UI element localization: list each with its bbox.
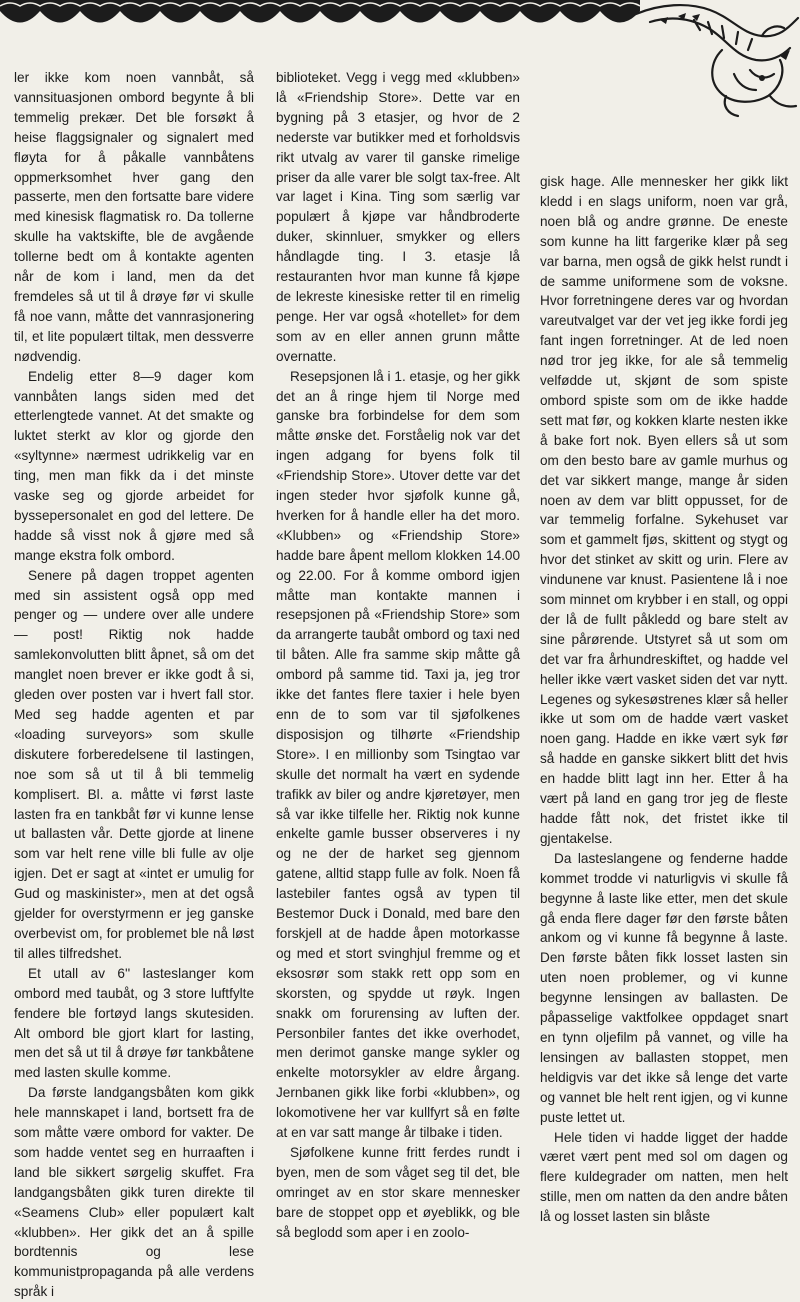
paragraph: Resepsjonen lå i 1. etasje, og her gikk det an å ringe hjem til Norge med ganske bra forbindelse for dem som måtte ønske det. Forståelig nok var det ingen adgang for byens folk til «Friendship Store». Utover dette var det ingen steder hvor sjøfolk kunne gå, hverken for å handle eller ha det moro. «Klubben» og «Friendship Store» hadde bare åpent mellom klokken 14.00 og 22.00. For å komme ombord igjen måtte man kontakte mannen i resepsjonen på «Friendship Store» som da arrangerte taubåt ombord og taxi ned til båten. Alle fra samme skip måtte gå ombord på samme tid. Taxi ja, jeg tror ikke det fantes flere taxier i hele byen enn de to som var til sjøfolkenes disposisjon og tilhørte «Friendship Store». I en millionby som Tsingtao var skulle det normalt ha vært en sydende trafikk av biler og andre kjøretøyer, men så var ikke tilfelle her. Riktig nok kunne enkelte gamle busser observeres i ny og ne der de harket seg gjennom gatene, alltid stapp fulle av folk. Noen få lastebiler fantes også av typen til Bestemor Duck i Donald, med bare den forskjell at de hadde åpen motorkasse og med et stort svinghjul fremme og et eksosrør som stakk rett opp som en skorsten, og spydde ut røyk. Ingen snakk om forurensing av luften der. Personbiler fantes det ikke overhodet, men derimot ganske mange sykler og enkelte motorsykler av eldre årgang. Jernbanen gikk like forbi «klubben», og lokomotivene her var kullfyrt så en følte at en var satt mange år tilbake i tiden. [276,368,520,1141]
paragraph: Et utall av 6'' lasteslanger kom ombord med taubåt, og 3 store luftfylte fendere ble fortøyd langs skutesiden. Alt ombord ble gjort klart for lasting, men det så ut til å drøye før tankbåtene med lasten skulle komme. [14,965,254,1081]
paragraph: Sjøfolkene kunne fritt ferdes rundt i byen, men de som våget seg til det, ble omringet av en stor skare mennesker bare de stoppet opp et øyeblikk, og ble så beglodd som aper i en zoolo- [276,1144,520,1240]
article-column-3 [540,172,788,1227]
paragraph: gisk hage. Alle mennesker her gikk likt kledd i en slags uniform, noen var grå, noen blå og andre grønne. De eneste som kunne ha litt fargerike klær på seg var barna, men også de gikk helst rundt i de samme uniformene som de voksne. Hvor forretningene deres var og hvordan vareutvalget var der vet jeg ikke fordi jeg fant ingen forretninger. At de led noen nød tror jeg ikke, for ale så temmelig velfødde ut, skjønt de som spiste ombord spiste som om de ikke hadde sett mat før, og kokken klarte nesten ikke å bake fort nok. Byen ellers så ut som om den besto bare av gamle murhus og det var sikkert mange, mange år siden noen av dem var blitt oppusset, for de var temmelig forfalne. Sykehuset var som et gammelt fjøs, skittent og stygt og hvor det stinket av skitt og urin. Flere av vindunene var knust. Pasientene lå i noe som minnet om krybber i en stall, og oppi der lå de fullt påkledd og bare stelt av sine pårørende. Utstyret så ut som om det var fra århundreskiftet, og hadde vel heller ikke vært vasket siden det var nytt. Legenes og sykesøstrenes klær så heller ikke ut som om de hadde vært vasket noen gang. Hadde en ikke vært syk før så hadde en ganske sikkert blitt det hvis en hadde blitt lagt inn her. Etter å ha vært på land en gang tror jeg de fleste hadde fått nok, det fristet ikke til gjentakelse. [540,174,788,846]
paragraph: Da lasteslangene og fenderne hadde kommet trodde vi naturligvis vi skulle få begynne å laste like etter, men det skule gå enda flere dager før den første båten ankom og vi kunne få begynne å laste. Den første båten fikk losset lasten sin uten noen problemer, og vi kunne begynne lensingen av ballasten. De påpasselige vaktfolkee oppdaget snart en tynn oljefilm på vannet, og ville ha lensingen av ballasten stoppet, men heldigvis var det ikke så lenge det varte og vannet ble helt rent igjen, og vi kunne puste lettet ut. [540,850,788,1125]
paragraph: Endelig etter 8—9 dager kom vannbåten langs siden med det etterlengtede vannet. At det smakte og luktet sterkt av klor og gjorde den «syltynne» nærmest udrikkelig var en ting, men man fikk da i det minste vaske seg og gjorde arbeidet for byssepersonalet en god del lettere. De hadde så visst nok å gjøre med så mange ekstra folk ombord. [14,368,254,563]
paragraph: Hele tiden vi hadde ligget der hadde været vært pent med sol om dagen og flere kuldegrader om natten, men helt stille, men om natten da den andre båten lå og losset lasten sin blåste [540,1129,788,1225]
article-column-2 [276,68,520,1242]
article-column-1 [14,68,254,1302]
paragraph: Senere på dagen troppet agenten med sin assistent også opp med penger og — undere over alle undere — post! Riktig nok hadde samlekonvolutten blitt åpnet, så om det manglet noen brever er ikke godt å si, gleden over posten var i hvert fall stor. Med seg hadde agenten et par «loading surveyors» som skulle diskutere forberedelsene til lastingen, noe som så ut til å bli temmelig komplisert. Bl. a. måtte vi først laste lasten fra en tankbåt før vi kunne lense ut ballasten vår. Dette gjorde at linene som var helt rene ville bli fulle av olje igjen. Det er sagt at «intet er umulig for Gud og maskinister», men at det også gjelder for overstyrmenn er jeg ganske overbevist om, for problemet ble nå løst til alles tilfredshet. [14,567,254,961]
paragraph: biblioteket. Vegg i vegg med «klubben» lå «Friendship Store». Dette var en bygning på 3 etasjer, og hvor de 2 nederste var butikker med et forholdsvis rikt utvalg av varer til ganske rimelige priser da alle varer ble solgt tax-free. Alt var laget i Kina. Ting som særlig var populært å kjøpe var håndbroderte duker, skinnluer, smykker og ellers håndlagde ting. I 3. etasje lå restauranten hvor man kunne få kjøpe de lekreste kinesiske retter til en rimelig penge. Her var også «hotellet» for dem som av en eller annen grunn måtte overnatte. [276,70,520,364]
paragraph: Da første landgangsbåten kom gikk hele mannskapet i land, bortsett fra de som måtte være ombord for vakter. De som hadde ventet seg en hurraaften i land ble sikkert sørgelig skuffet. Fra landgangsbåten gikk turen direkte til «Seamens Club» eller populært kalt «klubben». Her gikk det an å spille bordtennis og lese kommunistpropaganda på alle verdens språk i [14,1085,254,1300]
wave-border-icon [0,0,640,40]
paragraph: ler ikke kom noen vannbåt, så vannsituasjonen ombord begynte å bli temmelig prekær. Det ble forsøkt å heise flaggsignaler og signalert med fløyta for å påkalle vannbåtens oppmerksomhet hver gang den passerte, men den fortsatte bare videre med kinesisk flagmatisk ro. Da tollerne skulle ha vaktskifte, ble de avgående tollerne bedt om å kontakte agenten når de kom i land, men da det fremdeles så ut til å drøye før vi skulle få noe vann, måtte det vannrasjonering til, et lite populært tiltak, men dessverre nødvendig. [14,70,254,364]
dragon-icon [630,0,800,118]
